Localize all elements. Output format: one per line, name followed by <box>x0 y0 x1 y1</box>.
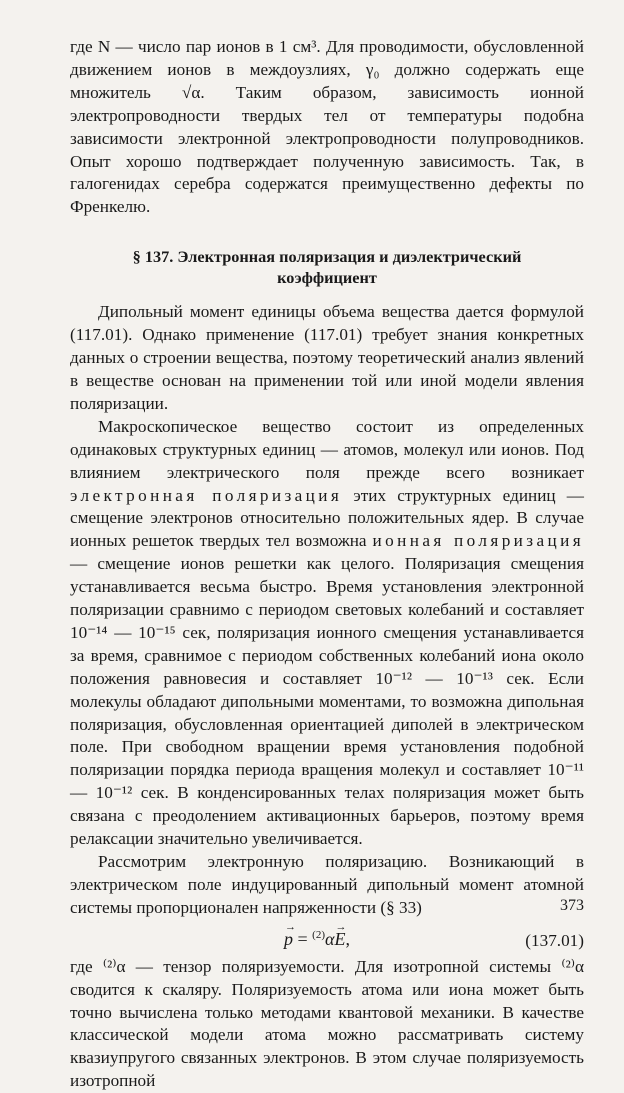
equation-comma: , <box>345 928 350 949</box>
superscript-order: (2) <box>312 928 325 941</box>
equation-number: (137.01) <box>525 930 584 950</box>
symbol-alpha: α <box>324 928 335 949</box>
vector-e: → E <box>334 928 345 951</box>
text-run: Макроскопическое вещество состоит из определенных одинаковых структурных единиц — атомов, молекул или ионов. Под влиянием электрического поля прежде всего возникает <box>70 416 584 482</box>
text-run: этих структурных единиц — смещение электронов относительно положительных ядер. В случае ионных решеток твердых тел возможна <box>70 485 584 551</box>
equation-expression <box>284 928 350 951</box>
spaced-term-ionic-polarization: ионная поляризация <box>372 531 585 551</box>
equation-137-01 <box>70 924 584 956</box>
page-body <box>70 36 584 1093</box>
vector-p: → p <box>284 928 293 951</box>
paragraph-polarizability-tensor: где ⁽²⁾α — тензор поляризуемости. Для изотропной системы ⁽²⁾α сводится к скаляру. Поляризуемость атома или иона может быть точно вычислена только методами квантовой механики. В качестве классической модели атома можно рассматривать систему квазиупругого связанных электронов. В этом случае поляризуемость изотропной <box>70 956 584 1091</box>
paragraph-polarization-types <box>70 416 584 851</box>
equals-sign: = <box>293 928 313 949</box>
paragraph-dipole-moment: Дипольный момент единицы объема вещества дается формулой (117.01). Однако применение (117.01) требует знания конкретных данных о строении вещества, поэтому теоретический анализ явлений в веществе основан на применении той или иной модели явления поляризации. <box>70 302 584 413</box>
paragraph-ionic-conductivity: где N — число пар ионов в 1 см³. Для проводимости, обусловленной движением ионов в междоузлиях, γ₀ должно содержать еще множитель √α. Таким образом, зависимость ионной электропроводности твердых тел от температуры подобна зависимости электронной электропроводности полупроводников. Опыт хорошо подтверждает полученную зависимость. Так, в галогенидах серебра содержатся преимущественно дефекты по Френкелю. <box>70 37 584 217</box>
page-number: 373 <box>560 897 584 914</box>
spaced-term-electronic-polarization: электронная поляризация <box>70 485 343 505</box>
section-heading: § 137. Электронная поляризация и диэлектрический коэффициент <box>132 247 522 288</box>
paragraph-electronic-polarization: Рассмотрим электронную поляризацию. Возникающий в электрическом поле индуцированный дипольный момент атомной системы пропорционален напряженности (§ 33) <box>70 852 584 917</box>
text-run: — смещение ионов решетки как целого. Поляризация смещения устанавливается весьма быстро. Время установления электронной поляризации сравнимо с периодом световых колебаний и составляет 10⁻¹⁴ — 10⁻¹⁵ сек, поляризация ионного смещения устанавливается за время, сравнимое с периодом собственных колебаний иона около положения равновесия и составляет 10⁻¹² — 10⁻¹³ сек. Если молекулы обладают дипольными моментами, то возможна дипольная поляризация, обусловленная ориентацией диполей в электрическом поле. При свободном вращении время установления подобной поляризации порядка периода вращения молекул и составляет 10⁻¹¹ — 10⁻¹² сек. В конденсированных телах поляризация может быть связана с преодолением активационных барьеров, поэтому время релаксации значительно увеличивается. <box>70 554 584 849</box>
